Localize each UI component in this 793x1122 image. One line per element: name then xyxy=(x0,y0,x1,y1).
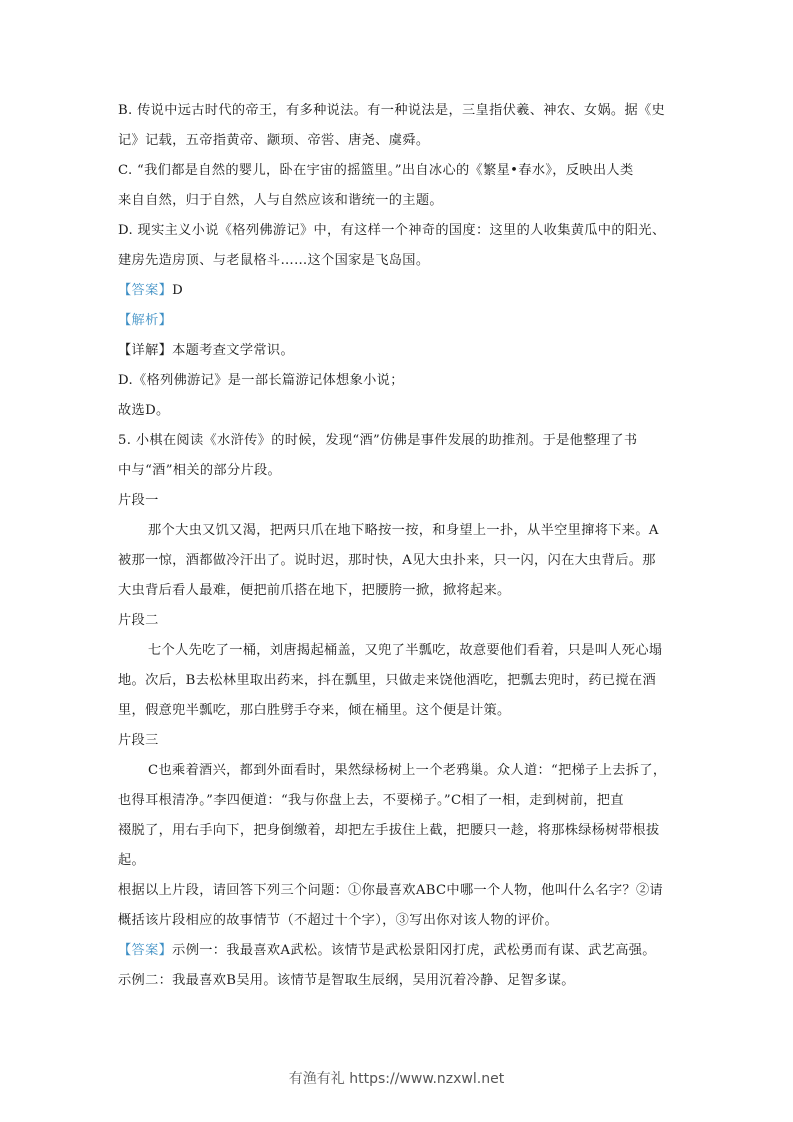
fragment3-line-1: C也乘着酒兴，都到外面看时，果然绿杨树上一个老鸦巢。众人道：“把梯子上去拆了， xyxy=(148,763,667,778)
fragment1-line-1: 那个大虫又饥又渴，把两只爪在地下略按一按，和身望上一扑，从半空里撺将下来。A xyxy=(148,523,659,538)
fragment2-title: 片段二 xyxy=(118,613,159,628)
question-line-2: 概括该片段相应的故事情节（不超过十个字），③写出你对该人物的评价。 xyxy=(118,913,559,928)
answer-label: 【答案】 xyxy=(118,283,173,298)
fragment2-line-2: 地。次后，B去松林里取出药来，抖在瓢里，只做走来饶他酒吃，把瓢去兜时，药已搅在酒 xyxy=(118,673,656,688)
fragment1-title: 片段一 xyxy=(118,493,159,508)
detail-line: 【详解】本题考查文学常识。 xyxy=(118,343,294,358)
answer-line xyxy=(118,276,688,306)
footer-watermark: 有渔有礼 https://www.nzxwl.net xyxy=(288,1071,505,1087)
option-c-line-1: C. “我们都是自然的婴儿，卧在宇宙的摇篮里。”出自冰心的《繁星•春水》，反映出人类 xyxy=(118,163,634,178)
question5-line-1: 5. 小棋在阅读《水浒传》的时候，发现“酒”仿佛是事件发展的助推剂。于是他整理了书 xyxy=(118,433,638,448)
option-b-line-2: 记》记载，五帝指黄帝、颛顼、帝喾、唐尧、虞舜。 xyxy=(118,133,430,148)
option-d-line-2: 建房先造房顶、与老鼠格斗……这个国家是飞岛国。 xyxy=(118,253,430,268)
option-c-line-2: 来自自然，归于自然，人与自然应该和谐统一的主题。 xyxy=(118,193,443,208)
option-d-line-1: D. 现实主义小说《格列佛游记》中，有这样一个神奇的国度：这里的人收集黄瓜中的阳光、 xyxy=(118,223,666,238)
choose-line: 故选D。 xyxy=(118,403,170,418)
document-page xyxy=(118,96,688,996)
answer2-line-2: 示例二：我最喜欢B吴用。该情节是智取生辰纲，吴用沉着冷静、足智多谋。 xyxy=(118,973,575,988)
question-line-1: 根据以上片段，请回答下列三个问题：①你最喜欢ABC中哪一个人物，他叫什么名字？②请 xyxy=(118,883,664,898)
fragment1-line-2: 被那一惊，酒都做冷汗出了。说时迟，那时快，A见大虫扑来，只一闪，闪在大虫背后。那 xyxy=(118,553,656,568)
fragment3-line-4: 起。 xyxy=(118,853,146,868)
answer2-label: 【答案】 xyxy=(118,943,173,958)
question5-line-2: 中与“酒”相关的部分片段。 xyxy=(118,463,282,478)
fragment3-title: 片段三 xyxy=(118,733,159,748)
fragment2-line-3: 里，假意兜半瓢吃，那白胜劈手夺来，倾在桶里。这个便是计策。 xyxy=(118,703,511,718)
answer2-line-1 xyxy=(118,936,688,966)
fragment3-line-2: 也得耳根清净。”李四便道：“我与你盘上去，不要梯子。”C相了一相，走到树前，把直 xyxy=(118,793,624,808)
answer2-example-1: 示例一：我最喜欢A武松。该情节是武松景阳冈打虎，武松勇而有谋、武艺高强。 xyxy=(172,943,656,958)
answer-value: D xyxy=(172,283,184,298)
analysis-label: 【解析】 xyxy=(118,313,173,328)
fragment3-line-3: 裰脱了，用右手向下，把身倒缴着，却把左手拔住上截，把腰只一趁，将那株绿杨树带根拔 xyxy=(118,823,660,838)
fragment1-line-3: 大虫背后看人最难，便把前爪搭在地下，把腰胯一掀，掀将起来。 xyxy=(118,583,511,598)
option-b-line-1: B. 传说中远古时代的帝王，有多种说法。有一种说法是，三皇指伏羲、神农、女娲。据《史 xyxy=(118,103,666,118)
detail-d-line: D.《格列佛游记》是一部长篇游记体想象小说； xyxy=(118,373,404,388)
fragment2-line-1: 七个人先吃了一桶，刘唐揭起桶盖，又兜了半瓢吃，故意要他们看着，只是叫人死心塌 xyxy=(148,643,663,658)
